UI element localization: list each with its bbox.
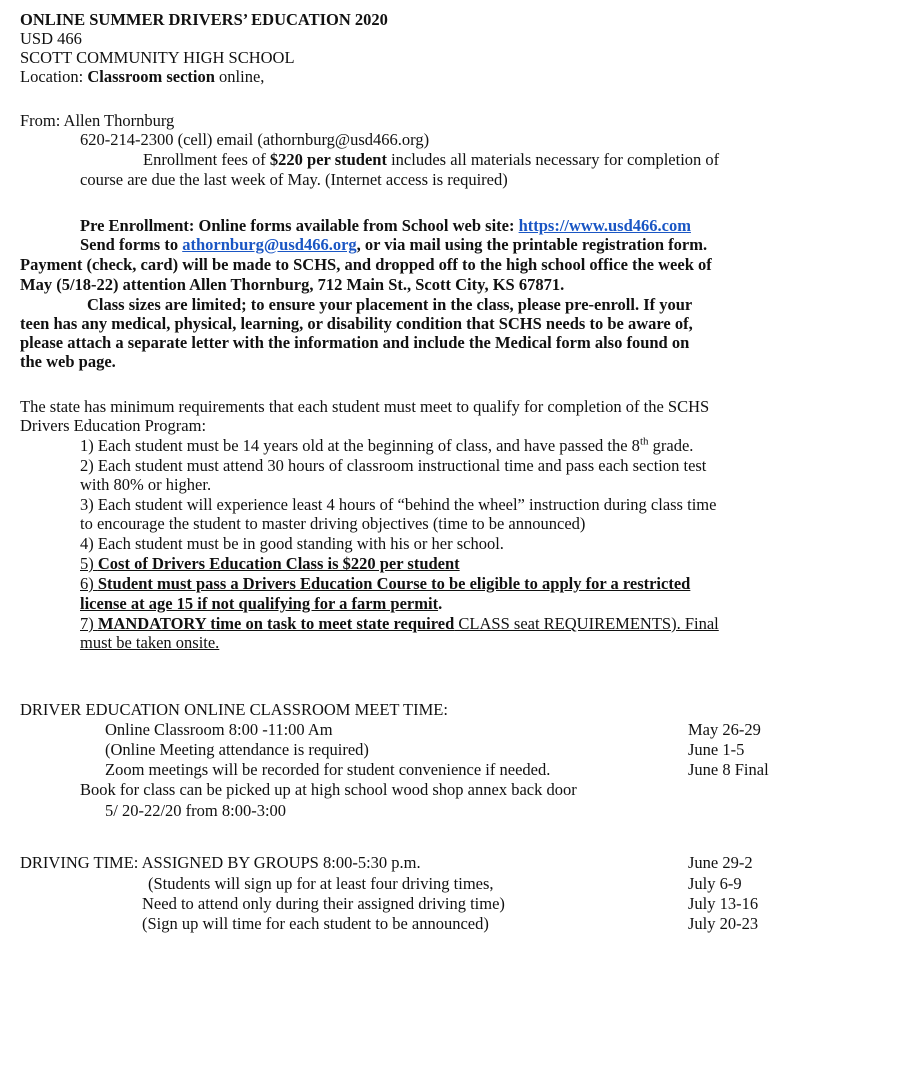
requirement-1-text-a: 1) Each student must be 14 years old at the beginning of class, and have passed the 8: [80, 436, 640, 455]
website-link[interactable]: https://www.usd466.com: [518, 216, 691, 235]
driving-row-3-note: Need to attend only during their assigned driving time): [142, 894, 505, 913]
requirement-6-line-2: [80, 594, 442, 613]
requirement-1-superscript: th: [639, 435, 649, 448]
class-size-line-1: Class sizes are limited; to ensure your placement in the class, please pre-enroll. If your: [87, 295, 693, 314]
location-line: [20, 67, 264, 86]
pre-enrollment-line: [80, 216, 691, 235]
from-line: From: Allen Thornburg: [20, 111, 175, 130]
classroom-row-1-time: Online Classroom 8:00 -11:00 Am: [105, 720, 333, 739]
classroom-heading: DRIVER EDUCATION ONLINE CLASSROOM MEET TIME:: [20, 700, 448, 719]
document-title: ONLINE SUMMER DRIVERS’ EDUCATION 2020: [20, 10, 388, 29]
driving-row-1-date: June 29-2: [688, 853, 753, 872]
requirement-7-rest: CLASS seat REQUIREMENTS). Final: [454, 614, 719, 633]
requirement-6-line-1: [80, 574, 690, 593]
school-name: SCOTT COMMUNITY HIGH SCHOOL: [20, 48, 295, 67]
requirement-6-period: .: [438, 594, 443, 613]
classroom-row-2-date: June 1-5: [688, 740, 745, 759]
send-forms-line: [80, 235, 707, 254]
class-size-line-3: please attach a separate letter with the information and include the Medical form also found on: [20, 333, 690, 352]
requirement-2-line-1: 2) Each student must attend 30 hours of classroom instructional time and pass each section test: [80, 456, 707, 475]
requirement-5: [80, 554, 460, 573]
classroom-row-3-note: Zoom meetings will be recorded for student convenience if needed.: [105, 760, 551, 779]
district-name: USD 466: [20, 29, 82, 48]
send-forms-text-a: Send forms to: [80, 235, 183, 254]
location-label: Location:: [20, 67, 88, 86]
fees-line-2: course are due the last week of May. (Internet access is required): [80, 170, 508, 189]
class-size-line-2: teen has any medical, physical, learning, or disability condition that SCHS needs to be aware of,: [20, 314, 693, 333]
requirement-6-number: 6): [80, 574, 98, 593]
classroom-row-1-date: May 26-29: [688, 720, 761, 739]
classroom-row-3-date: June 8 Final: [688, 760, 769, 779]
requirement-6-text-1: Student must pass a Drivers Education Course to be eligible to apply for a restricted: [97, 574, 691, 593]
phone-prefix: 620-214-2300 (cell) email (: [80, 130, 263, 149]
requirement-4: 4) Each student must be in good standing with his or her school.: [80, 534, 504, 553]
requirement-7-line-1: [80, 614, 719, 633]
requirements-intro-2: Drivers Education Program:: [20, 416, 207, 435]
book-pickup-line-2: 5/ 20-22/20 from 8:00-3:00: [105, 801, 287, 820]
fees-text-b: includes all materials necessary for completion of: [386, 150, 720, 169]
payment-line-1: Payment (check, card) will be made to SCHS, and dropped off to the high school office the week of: [20, 255, 712, 274]
requirement-7-number: 7): [80, 614, 98, 633]
contact-email-text: athornburg@usd466.org: [262, 130, 424, 149]
requirement-7-mandatory: MANDATORY: [97, 614, 207, 633]
requirement-7-line-2: must be taken onsite.: [80, 633, 220, 652]
send-email-link[interactable]: athornburg@usd466.org: [182, 235, 357, 254]
requirement-2-line-2: with 80% or higher.: [80, 475, 212, 494]
classroom-row-2-note: (Online Meeting attendance is required): [105, 740, 369, 759]
fees-text-a: Enrollment fees of: [143, 150, 270, 169]
driving-row-3-date: July 13-16: [688, 894, 759, 913]
requirement-3-line-1: 3) Each student will experience least 4 hours of “behind the wheel” instruction during class time: [80, 495, 717, 514]
phone-suffix: ): [423, 130, 430, 149]
driving-row-2-note: (Students will sign up for at least four driving times,: [148, 874, 494, 893]
phone-email-line: [80, 130, 429, 149]
driving-row-4-date: July 20-23: [688, 914, 759, 933]
book-pickup-line-1: Book for class can be picked up at high school wood shop annex back door: [80, 780, 577, 799]
requirement-5-number: 5): [80, 554, 98, 573]
class-size-line-4: the web page.: [20, 352, 116, 371]
driving-row-2-date: July 6-9: [688, 874, 742, 893]
location-bold: Classroom section: [87, 67, 215, 86]
requirement-1-text-b: grade.: [648, 436, 694, 455]
requirement-6-text-2: license at age 15 if not qualifying for a farm permit: [80, 594, 439, 613]
send-forms-text-b: , or via mail using the printable registration form.: [356, 235, 708, 254]
requirement-7-mid: time on task to meet state required: [206, 614, 455, 633]
requirement-1: [80, 436, 693, 455]
requirement-3-line-2: to encourage the student to master driving objectives (time to be announced): [80, 514, 586, 533]
requirements-intro-1: The state has minimum requirements that each student must meet to qualify for completion of the SCHS: [20, 397, 710, 416]
fees-line-1: [143, 150, 719, 169]
payment-line-2: May (5/18-22) attention Allen Thornburg, 712 Main St., Scott City, KS 67871.: [20, 275, 565, 294]
driving-heading: DRIVING TIME: ASSIGNED BY GROUPS 8:00-5:30 p.m.: [20, 853, 421, 872]
fees-amount: $220 per student: [269, 150, 387, 169]
requirement-5-text: Cost of Drivers Education Class is $220 per student: [97, 554, 460, 573]
driving-row-4-note: (Sign up will time for each student to be announced): [142, 914, 489, 933]
location-rest: online,: [214, 67, 265, 86]
pre-enrollment-label: Pre Enrollment: Online forms available from School web site:: [80, 216, 519, 235]
